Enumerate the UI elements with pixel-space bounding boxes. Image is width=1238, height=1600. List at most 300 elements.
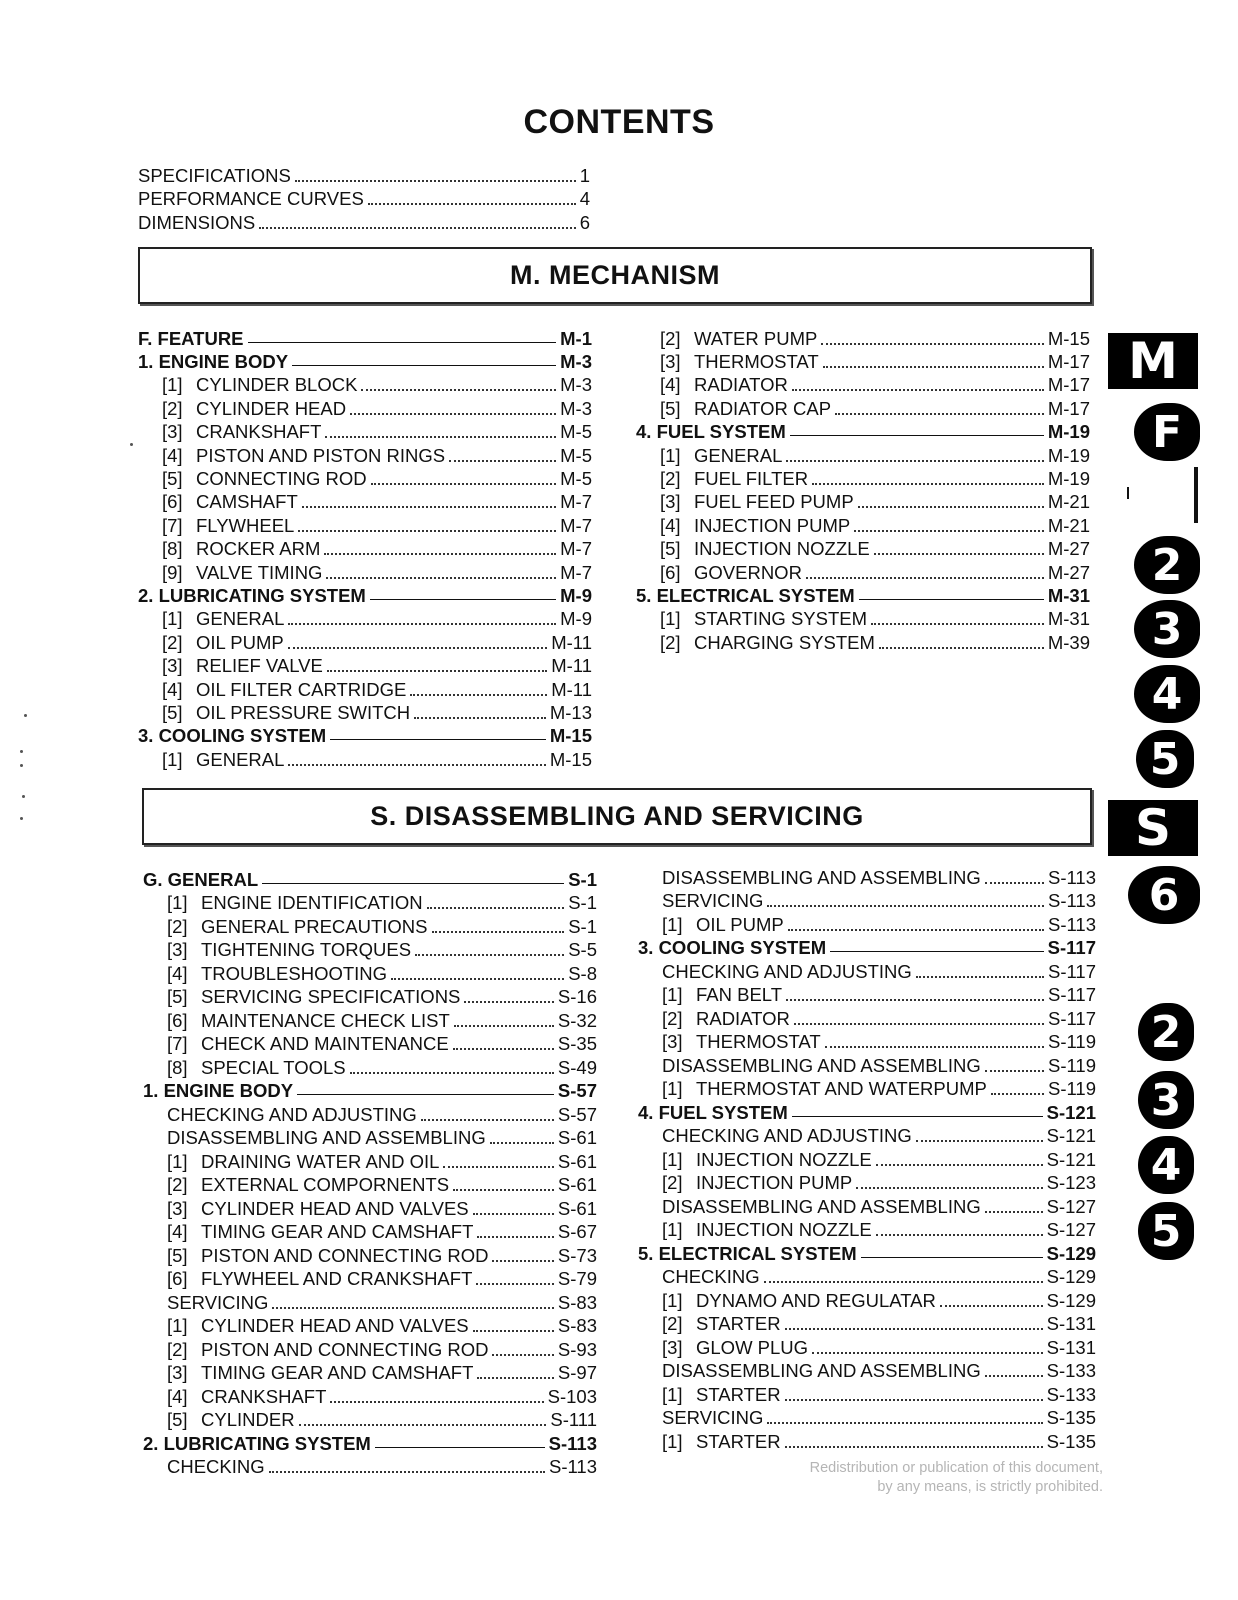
tab-3: 3 — [1134, 600, 1200, 658]
toc-entry-page: S-113 — [549, 1456, 597, 1477]
toc-entry-page: S-16 — [557, 986, 597, 1007]
toc-entry-page: S-121 — [1046, 1125, 1096, 1146]
toc-entry-title: 3. COOLING SYSTEM — [638, 937, 827, 958]
toc-entry-page: M-11 — [551, 631, 592, 653]
toc-entry-label — [143, 1033, 449, 1055]
toc-entry-number: [3] — [167, 1197, 188, 1219]
toc-entry — [138, 443, 592, 467]
toc-leader — [985, 1211, 1043, 1213]
toc-entry — [138, 607, 592, 631]
toc-leader — [288, 764, 545, 766]
toc-entry-title: DISASSEMBLING AND ASSEMBLING — [662, 866, 981, 888]
toc-entry-title: DRAINING WATER AND OIL — [201, 1150, 440, 1172]
toc-entry-label — [143, 1151, 439, 1173]
toc-entry-number: [7] — [167, 1033, 188, 1054]
watermark-line-2: by any means, is strictly prohibited. — [877, 1479, 1103, 1495]
toc-entry-title: SERVICING — [662, 1407, 764, 1428]
toc-entry-number: [1] — [662, 984, 683, 1005]
toc-entry-number: [4] — [167, 962, 188, 984]
toc-entry-title: RELIEF VALVE — [196, 655, 323, 677]
toc-entry-title: OIL PUMP — [196, 631, 284, 653]
toc-entry-title: CRANKSHAFT — [196, 421, 322, 443]
toc-leader — [767, 1422, 1042, 1424]
toc-entry-page: M-9 — [560, 608, 592, 630]
toc-entry-page: M-31 — [1047, 608, 1090, 630]
toc-entry-number: [3] — [660, 350, 681, 372]
toc-leader — [876, 1164, 1043, 1166]
toc-entry-page: M-3 — [560, 397, 592, 419]
toc-entry — [138, 513, 592, 537]
toc-entry-number: [1] — [167, 1315, 188, 1336]
toc-leader — [443, 1166, 553, 1168]
toc-entry-page: S-57 — [557, 1080, 597, 1101]
toc-entry — [143, 1431, 597, 1455]
toc-entry-label — [143, 1409, 295, 1431]
toc-entry-title: ROCKER ARM — [196, 538, 321, 560]
toc-entry-page: S-117 — [1048, 1007, 1096, 1029]
toc-entry-title: CHARGING SYSTEM — [694, 631, 875, 653]
toc-leader — [464, 1001, 554, 1003]
toc-entry — [143, 1055, 597, 1079]
divider-mark-small — [1127, 487, 1129, 499]
toc-entry-title: ENGINE IDENTIFICATION — [201, 892, 423, 913]
toc-entry — [138, 747, 592, 771]
watermark-line-1: Redistribution or publication of this document, — [809, 1460, 1103, 1476]
toc-entry-title: CYLINDER — [201, 1409, 295, 1430]
toc-entry-page: M-3 — [560, 350, 592, 372]
tab-4b: 4 — [1138, 1136, 1194, 1194]
toc-leader — [453, 1048, 554, 1050]
toc-entry-page: S-103 — [547, 1385, 597, 1407]
toc-entry — [138, 396, 592, 420]
toc-entry-page: M-7 — [560, 514, 592, 536]
toc-leader — [492, 1354, 553, 1356]
toc-entry-label — [138, 445, 445, 467]
toc-entry — [638, 1241, 1096, 1265]
servicing-right-column — [638, 865, 1096, 1453]
toc-entry-page: M-15 — [549, 725, 592, 747]
toc-entry-number: [3] — [167, 1362, 188, 1383]
toc-leader — [415, 954, 564, 956]
toc-entry-label — [638, 890, 763, 912]
toc-entry-label — [143, 1127, 486, 1149]
toc-entry-label — [636, 398, 831, 420]
toc-entry-title: TIGHTENING TORQUES — [201, 939, 412, 960]
toc-entry-title: GOVERNOR — [694, 561, 802, 583]
toc-entry — [138, 677, 592, 701]
toc-entry-label — [138, 562, 322, 584]
toc-entry-number: [2] — [167, 915, 188, 937]
toc-entry — [138, 349, 592, 373]
toc-entry-number: [3] — [660, 491, 681, 513]
toc-entry — [636, 326, 1090, 350]
toc-leader — [414, 717, 546, 719]
toc-entry — [636, 560, 1090, 584]
toc-entry-title: PERFORMANCE CURVES — [138, 188, 364, 210]
toc-entry-title: PISTON AND CONNECTING ROD — [201, 1338, 489, 1360]
toc-entry-number: [1] — [662, 1219, 683, 1240]
toc-entry-label — [638, 1266, 760, 1288]
toc-entry-number: [2] — [662, 1172, 683, 1193]
toc-leader — [473, 1330, 554, 1332]
toc-entry — [638, 936, 1096, 960]
toc-entry-title: STARTING SYSTEM — [694, 608, 868, 630]
toc-entry — [638, 1147, 1096, 1171]
toc-entry-title: THERMOSTAT — [696, 1031, 821, 1052]
toc-entry-label — [636, 491, 854, 513]
toc-entry-page: M-19 — [1047, 467, 1090, 489]
toc-leader — [350, 413, 556, 415]
toc-entry-page: 1 — [579, 164, 590, 186]
toc-entry-label — [636, 538, 870, 560]
toc-leader — [861, 1257, 1043, 1258]
toc-entry — [638, 1053, 1096, 1077]
toc-entry-label — [138, 165, 291, 187]
toc-entry-title: INJECTION NOZZLE — [696, 1219, 872, 1240]
toc-entry-label — [636, 585, 855, 607]
toc-leader — [792, 389, 1044, 391]
toc-entry-title: SERVICING — [662, 890, 764, 911]
toc-entry-label — [143, 1245, 488, 1267]
toc-leader — [806, 577, 1044, 579]
toc-entry — [138, 373, 592, 397]
toc-leader — [854, 530, 1044, 532]
front-matter-list — [138, 163, 590, 235]
toc-entry — [638, 1171, 1096, 1195]
tab-2b: 2 — [1138, 1003, 1194, 1061]
toc-entry-number: [3] — [162, 655, 183, 677]
toc-entry-label — [638, 1360, 981, 1382]
toc-entry-number: [2] — [162, 397, 183, 419]
toc-entry-label — [143, 916, 428, 938]
toc-entry-label — [143, 986, 460, 1008]
toc-entry-page: S-61 — [557, 1197, 597, 1219]
toc-entry-title: EXTERNAL COMPORNENTS — [201, 1174, 450, 1195]
toc-leader — [825, 1046, 1044, 1048]
toc-leader — [449, 460, 556, 462]
toc-entry-page: 6 — [579, 212, 590, 234]
toc-entry-number: [7] — [162, 514, 183, 536]
toc-entry-number: [6] — [167, 1268, 188, 1289]
toc-entry — [636, 373, 1090, 397]
toc-entry-page: S-119 — [1048, 1078, 1096, 1099]
toc-entry-page: M-7 — [560, 491, 592, 513]
toc-entry-number: [5] — [167, 986, 188, 1007]
toc-entry-label — [143, 1057, 346, 1079]
toc-entry-page: S-129 — [1046, 1242, 1096, 1264]
toc-entry-label — [636, 608, 867, 630]
mechanism-section-header — [138, 247, 1092, 304]
toc-entry-title: CYLINDER HEAD — [196, 397, 347, 419]
toc-entry-number: [1] — [660, 608, 681, 630]
toc-entry-label — [143, 1221, 473, 1243]
toc-entry-number: [1] — [662, 1148, 683, 1170]
toc-entry — [138, 420, 592, 444]
toc-entry-number: [6] — [162, 491, 183, 513]
scan-speck — [22, 795, 25, 798]
toc-entry-number: [3] — [662, 1336, 683, 1358]
toc-leader — [985, 1375, 1043, 1377]
toc-entry-title: F. FEATURE — [138, 327, 244, 349]
toc-entry-label — [638, 1407, 763, 1429]
toc-leader — [453, 1189, 554, 1191]
toc-entry-title: WATER PUMP — [694, 327, 818, 349]
toc-entry-label — [143, 1339, 488, 1361]
toc-entry-label — [138, 212, 255, 234]
toc-entry-page: S-121 — [1046, 1101, 1096, 1123]
toc-entry-label — [638, 984, 782, 1006]
servicing-left-column — [143, 867, 597, 1479]
toc-entry — [138, 326, 592, 350]
toc-entry-number: [1] — [662, 1078, 683, 1099]
toc-entry-label — [638, 1313, 781, 1335]
toc-entry-page: S-83 — [557, 1291, 597, 1313]
toc-leader — [492, 1260, 553, 1262]
toc-entry — [636, 443, 1090, 467]
toc-entry-number: [9] — [162, 561, 183, 583]
toc-entry-title: CYLINDER HEAD AND VALVES — [201, 1315, 469, 1336]
toc-leader — [812, 483, 1044, 485]
toc-entry — [143, 1126, 597, 1150]
toc-leader — [940, 1305, 1043, 1307]
toc-entry-page: S-133 — [1046, 1383, 1096, 1405]
toc-entry — [143, 914, 597, 938]
toc-entry-title: FAN BELT — [696, 984, 783, 1005]
toc-entry-label — [638, 1125, 912, 1147]
toc-entry — [143, 1290, 597, 1314]
toc-leader — [767, 905, 1044, 907]
mechanism-right-column — [636, 326, 1090, 656]
toc-entry-number: [2] — [162, 631, 183, 653]
toc-entry-title: PISTON AND CONNECTING ROD — [201, 1244, 489, 1266]
toc-leader — [821, 343, 1044, 345]
toc-entry-label — [638, 1337, 808, 1359]
toc-entry-page: M-5 — [560, 467, 592, 489]
toc-leader — [764, 1281, 1043, 1283]
toc-entry-page: S-61 — [557, 1150, 597, 1172]
toc-entry — [138, 466, 592, 490]
toc-entry-page: M-27 — [1047, 538, 1090, 560]
toc-entry-label — [143, 963, 387, 985]
toc-entry — [636, 513, 1090, 537]
toc-entry-label — [143, 1362, 473, 1384]
toc-entry-title: OIL PUMP — [696, 913, 784, 935]
toc-entry-label — [138, 749, 284, 771]
toc-leader — [871, 623, 1044, 625]
toc-entry-label — [638, 914, 784, 936]
toc-leader — [876, 1234, 1043, 1236]
toc-entry-page: M-5 — [560, 421, 592, 443]
toc-entry — [143, 1008, 597, 1032]
toc-entry-title: TIMING GEAR AND CAMSHAFT — [201, 1221, 474, 1242]
toc-leader — [874, 553, 1044, 555]
toc-entry-label — [638, 867, 981, 889]
toc-entry — [143, 1267, 597, 1291]
toc-entry-title: 5. ELECTRICAL SYSTEM — [636, 584, 855, 606]
toc-entry — [138, 537, 592, 561]
toc-entry — [143, 1408, 597, 1432]
toc-entry-number: [1] — [167, 892, 188, 913]
toc-entry-number: [2] — [662, 1007, 683, 1029]
toc-entry-label — [143, 1104, 417, 1126]
tab-6: 6 — [1128, 866, 1200, 924]
toc-entry-title: GENERAL PRECAUTIONS — [201, 915, 428, 937]
toc-entry — [638, 1124, 1096, 1148]
toc-leader — [786, 999, 1044, 1001]
toc-entry-number: [3] — [162, 421, 183, 443]
tab-3b: 3 — [1138, 1071, 1194, 1129]
toc-leader — [792, 1116, 1043, 1117]
toc-entry-number: [2] — [662, 1313, 683, 1334]
toc-entry-page: S-135 — [1046, 1430, 1096, 1452]
toc-entry-number: [1] — [162, 374, 183, 396]
toc-leader — [490, 1142, 554, 1144]
toc-entry — [638, 959, 1096, 983]
toc-entry — [143, 1314, 597, 1338]
toc-entry-title: OIL PRESSURE SWITCH — [196, 701, 411, 723]
toc-entry-number: [5] — [167, 1409, 188, 1430]
tab-f: F — [1134, 403, 1200, 461]
toc-entry-label — [138, 515, 294, 537]
toc-entry-label — [638, 1149, 872, 1171]
toc-entry-page: M-7 — [560, 538, 592, 560]
toc-entry-title: STARTER — [696, 1430, 781, 1452]
scan-speck — [20, 817, 23, 820]
toc-entry-title: RADIATOR — [694, 374, 788, 396]
toc-entry-title: SERVICING — [167, 1291, 269, 1313]
toc-entry-page: S-119 — [1048, 1031, 1096, 1052]
toc-entry-title: 1. ENGINE BODY — [143, 1080, 294, 1101]
toc-entry-label — [638, 1243, 857, 1265]
toc-entry — [138, 700, 592, 724]
toc-entry-page: S-1 — [568, 892, 597, 913]
toc-entry — [636, 630, 1090, 654]
toc-entry-number: [1] — [660, 444, 681, 466]
toc-entry — [638, 865, 1096, 889]
toc-entry-page: M-17 — [1047, 374, 1090, 396]
toc-entry-number: [1] — [167, 1150, 188, 1172]
toc-entry-label — [143, 1292, 268, 1314]
toc-entry-page: S-8 — [568, 962, 597, 984]
toc-entry — [638, 1194, 1096, 1218]
toc-entry-page: 4 — [579, 188, 590, 210]
toc-entry-title: GENERAL — [196, 748, 285, 770]
toc-entry-page: S-67 — [557, 1221, 597, 1242]
toc-leader — [288, 647, 547, 649]
toc-entry-page: M-13 — [549, 701, 592, 723]
toc-entry-page: M-3 — [560, 374, 592, 396]
toc-entry — [143, 1173, 597, 1197]
toc-entry-number: [6] — [660, 561, 681, 583]
toc-entry-title: INJECTION PUMP — [694, 514, 851, 536]
toc-leader — [858, 506, 1044, 508]
toc-entry-label — [636, 328, 817, 350]
toc-leader — [330, 1401, 543, 1403]
toc-entry-label — [138, 188, 364, 210]
toc-entry-title: CAMSHAFT — [196, 491, 298, 513]
toc-entry-label — [638, 1290, 936, 1312]
toc-entry-label — [143, 1386, 326, 1408]
tab-4: 4 — [1134, 665, 1200, 723]
toc-entry — [143, 1384, 597, 1408]
toc-entry-page: S-83 — [557, 1315, 597, 1336]
toc-entry-page: M-27 — [1047, 561, 1090, 583]
toc-entry-label — [636, 445, 782, 467]
toc-entry-page: S-61 — [557, 1127, 597, 1148]
toc-leader — [297, 1094, 554, 1095]
toc-entry-title: 5. ELECTRICAL SYSTEM — [638, 1242, 857, 1264]
toc-leader — [454, 1025, 554, 1027]
toc-entry-title: 1. ENGINE BODY — [138, 350, 289, 372]
toc-leader — [985, 882, 1044, 884]
toc-entry — [143, 1149, 597, 1173]
toc-entry — [138, 583, 592, 607]
toc-entry-label — [143, 1198, 469, 1220]
toc-entry-label — [138, 398, 346, 420]
toc-entry-title: SPECIAL TOOLS — [201, 1056, 346, 1078]
toc-entry-label — [636, 468, 808, 490]
toc-leader — [830, 951, 1044, 952]
toc-entry-title: G. GENERAL — [143, 868, 259, 890]
toc-entry — [638, 1265, 1096, 1289]
toc-entry-title: CRANKSHAFT — [201, 1385, 327, 1407]
toc-entry — [638, 983, 1096, 1007]
toc-entry-title: DYNAMO AND REGULATAR — [696, 1289, 936, 1311]
toc-entry-number: [3] — [662, 1031, 683, 1052]
toc-entry-title: FUEL FILTER — [694, 467, 809, 489]
toc-entry-title: VALVE TIMING — [196, 561, 323, 583]
toc-entry-title: DISASSEMBLING AND ASSEMBLING — [662, 1360, 981, 1381]
toc-leader — [326, 577, 556, 579]
toc-entry — [138, 560, 592, 584]
toc-entry-label — [138, 655, 323, 677]
toc-entry-title: GLOW PLUG — [696, 1336, 809, 1358]
toc-entry-page: S-129 — [1046, 1266, 1096, 1287]
toc-entry — [138, 211, 590, 235]
toc-entry-label — [638, 1196, 981, 1218]
toc-leader — [299, 1424, 547, 1426]
toc-entry-label — [138, 421, 321, 443]
toc-entry-number: [4] — [162, 678, 183, 700]
toc-entry-label — [143, 869, 258, 891]
toc-entry-label — [638, 1431, 781, 1453]
toc-entry — [143, 1337, 597, 1361]
toc-entry-page: S-113 — [1048, 890, 1096, 911]
toc-entry-title: CHECK AND MAINTENANCE — [201, 1033, 449, 1054]
toc-entry-page: S-5 — [568, 939, 597, 960]
toc-entry-title: PISTON AND PISTON RINGS — [196, 444, 446, 466]
toc-leader — [794, 1023, 1044, 1025]
toc-entry-number: [2] — [660, 467, 681, 489]
toc-entry-label — [143, 1174, 449, 1196]
toc-entry — [143, 1455, 597, 1479]
toc-entry-page: S-135 — [1046, 1407, 1096, 1428]
toc-entry — [138, 630, 592, 654]
toc-leader — [823, 366, 1044, 368]
toc-leader — [375, 1447, 545, 1448]
toc-leader — [790, 435, 1044, 436]
toc-entry-label — [138, 679, 406, 701]
toc-entry-title: THERMOSTAT AND WATERPUMP — [696, 1078, 987, 1099]
toc-entry-page: M-15 — [549, 748, 592, 770]
toc-entry-label — [143, 939, 411, 961]
toc-entry-page: S-1 — [568, 868, 597, 890]
toc-entry-label — [143, 1080, 293, 1102]
toc-entry-page: S-117 — [1048, 960, 1096, 982]
toc-leader — [410, 694, 547, 696]
toc-entry-label — [638, 961, 912, 983]
toc-entry-page: S-117 — [1047, 937, 1096, 958]
